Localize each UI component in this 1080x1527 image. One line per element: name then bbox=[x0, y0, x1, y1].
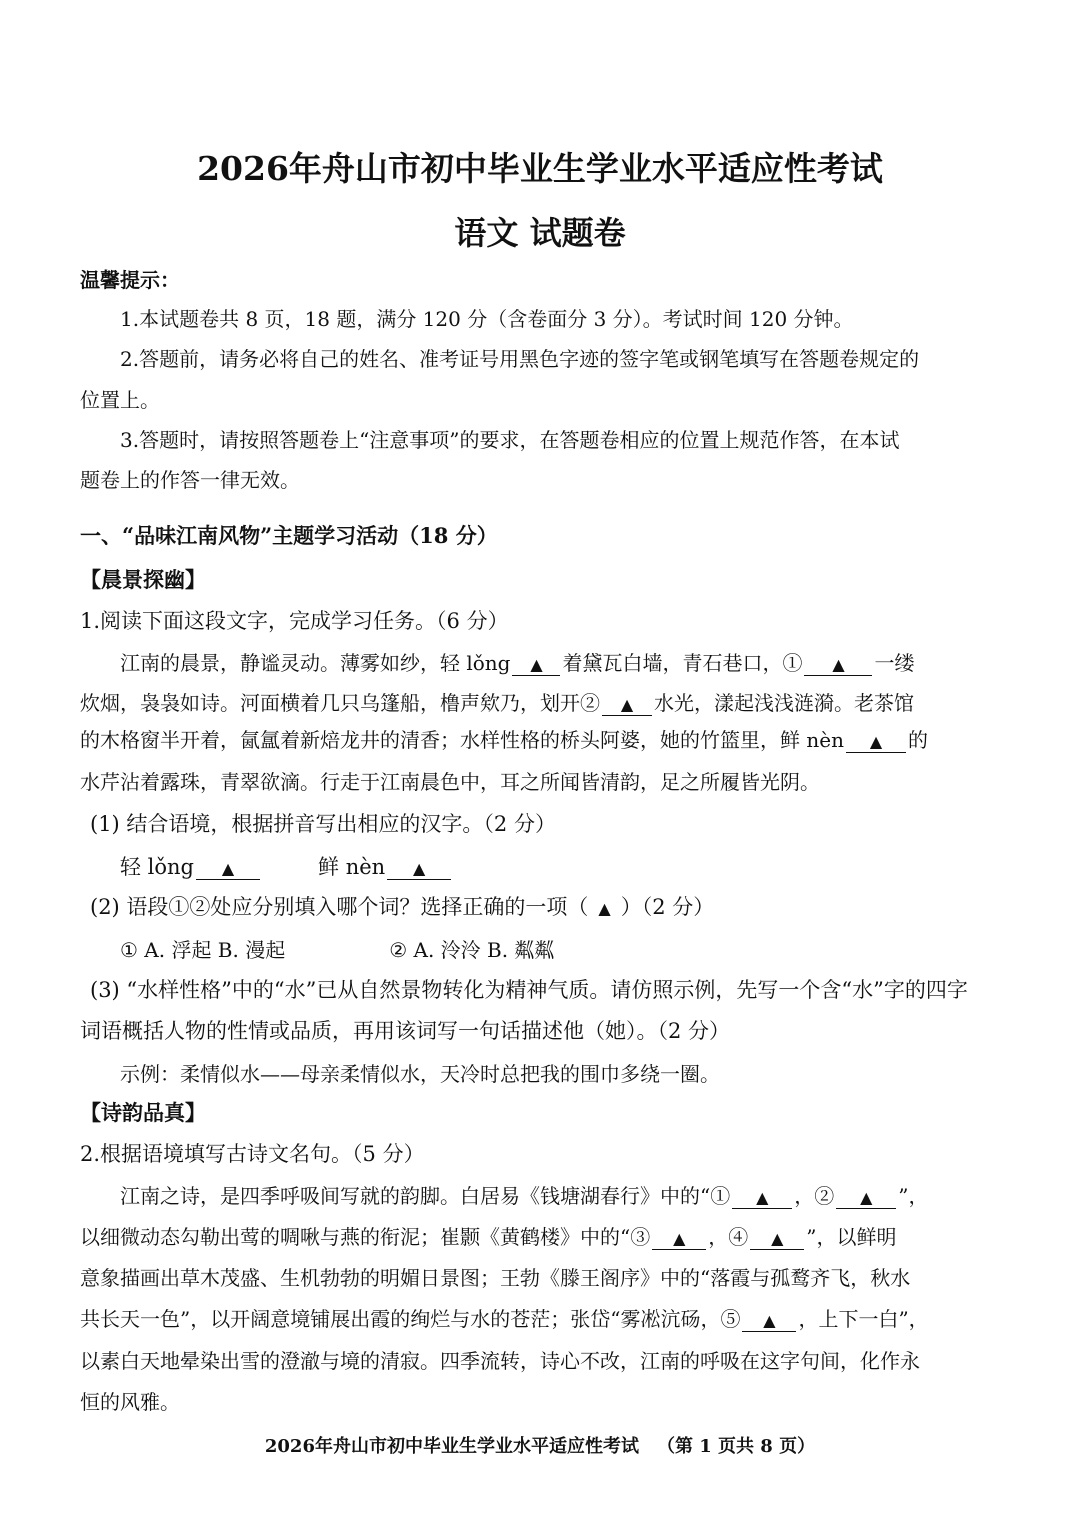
notice-item-3-line-2: 题卷上的作答一律无效。 bbox=[80, 468, 300, 492]
answer-blank-1 bbox=[732, 1184, 792, 1209]
q2-passage-text: ，④ bbox=[708, 1225, 749, 1249]
q2-passage-text: ，上下一白”， bbox=[798, 1307, 929, 1331]
q1-sub2-options bbox=[120, 934, 554, 963]
q1-sub1-stem: (1) 结合语境，根据拼音写出相应的汉字。（2 分） bbox=[90, 812, 556, 836]
answer-blank bbox=[387, 855, 451, 880]
q1-sub2-stem-text: (2) 语段①②处应分别填入哪个词？选择正确的一项（ bbox=[90, 895, 589, 919]
blank-triangle: ▲ bbox=[673, 1229, 686, 1248]
q2-passage-line-5: 以素白天地晕染出雪的澄澈与境的清寂。四季流转，诗心不改，江南的呼吸在这字句间，化作永 bbox=[80, 1349, 920, 1373]
notice-item-2-line-1: 2.答题前，请务必将自己的姓名、准考证号用黑色字迹的签字笔或钢笔填写在答题卷规定的 bbox=[120, 347, 920, 371]
q2-passage-text: ”， bbox=[898, 1184, 929, 1208]
option-group-1: ① A. 浮起 B. 漫起 bbox=[120, 938, 286, 962]
answer-blank-5 bbox=[742, 1307, 796, 1332]
answer-blank-4 bbox=[750, 1225, 804, 1250]
blank-triangle: ▲ bbox=[763, 1311, 776, 1330]
answer-blank-3 bbox=[652, 1225, 706, 1250]
q2-passage-line-2 bbox=[80, 1221, 896, 1250]
pinyin-long: 轻 lǒng bbox=[120, 855, 195, 879]
answer-blank-2 bbox=[836, 1184, 896, 1209]
q1-passage-text: 着黛瓦白墙，青石巷口，① bbox=[562, 651, 803, 675]
q1-passage-line-4: 水芹沾着露珠，青翠欲滴。行走于江南晨色中，耳之所闻皆清韵，足之所履皆光阴。 bbox=[80, 770, 820, 794]
q1-passage-text: 水光，漾起浅浅涟漪。老茶馆 bbox=[654, 691, 914, 715]
q1-passage-line-3 bbox=[80, 724, 928, 753]
q2-passage-text: 共长天一色”，以开阔意境铺展出霞的绚烂与水的苍茫；张岱“雾凇沆砀，⑤ bbox=[80, 1307, 741, 1331]
q2-passage-text: 江南之诗，是四季呼吸间写就的韵脚。白居易《钱塘湖春行》中的“① bbox=[120, 1184, 731, 1208]
q1-passage-line-2 bbox=[80, 687, 914, 716]
exam-subtitle: 语文 试题卷 bbox=[454, 214, 626, 252]
notice-item-3-line-1: 3.答题时，请按照答题卷上“注意事项”的要求，在答题卷相应的位置上规范作答，在本试 bbox=[120, 428, 900, 452]
q1-sub1-answers bbox=[120, 851, 453, 881]
section-1-title: 一、“品味江南风物”主题学习活动（18 分） bbox=[80, 523, 498, 548]
answer-blank-2 bbox=[602, 691, 652, 716]
q1-passage-text: 的木格窗半开着，氤氲着新焙龙井的清香；水样性格的桥头阿婆，她的竹篮里，鲜 nèn bbox=[80, 728, 844, 752]
q1-passage-text: 一缕 bbox=[874, 651, 915, 675]
page-number: （第 1 页共 8 页） bbox=[656, 1436, 816, 1457]
question-2-stem: 2.根据语境填写古诗文名句。（5 分） bbox=[80, 1142, 425, 1166]
notice-heading: 温馨提示： bbox=[80, 268, 180, 292]
q1-sub3-example: 示例：柔情似水——母亲柔情似水，天冷时总把我的围巾多绕一圈。 bbox=[120, 1062, 720, 1086]
q1-sub2-stem-text: ）（2 分） bbox=[620, 895, 715, 919]
blank-triangle: ▲ bbox=[756, 1188, 769, 1207]
exam-title: 2026年舟山市初中毕业生学业水平适应性考试 bbox=[197, 149, 883, 188]
part-2-heading: 【诗韵品真】 bbox=[80, 1100, 206, 1125]
q2-passage-line-3: 意象描画出草木茂盛、生机勃勃的明媚日景图；王勃《滕王阁序》中的“落霞与孤鹜齐飞，秋水 bbox=[80, 1266, 911, 1290]
blank-triangle: ▲ bbox=[860, 1188, 873, 1207]
blank-triangle: ▲ bbox=[530, 655, 543, 674]
q1-sub2-stem bbox=[90, 891, 714, 921]
notice-item-2-line-2: 位置上。 bbox=[80, 388, 160, 412]
pinyin-nen: 鲜 nèn bbox=[318, 855, 386, 879]
q2-passage-text: ”，以鲜明 bbox=[806, 1225, 897, 1249]
q1-sub3-line-2: 词语概括人物的性情或品质，再用该词写一句话描述他（她）。（2 分） bbox=[80, 1019, 731, 1043]
q1-passage-text: 的 bbox=[907, 728, 928, 752]
notice-item-1: 1.本试题卷共 8 页，18 题，满分 120 分（含卷面分 3 分）。考试时间 120 分钟。 bbox=[120, 307, 854, 331]
q2-passage-line-1 bbox=[120, 1180, 928, 1209]
answer-blank bbox=[196, 855, 260, 880]
blank-triangle: ▲ bbox=[771, 1229, 784, 1248]
q2-passage-line-6: 恒的风雅。 bbox=[80, 1390, 180, 1414]
option-group-2: ② A. 泠泠 B. 粼粼 bbox=[389, 938, 555, 962]
blank-triangle: ▲ bbox=[221, 859, 235, 878]
answer-blank bbox=[512, 651, 560, 676]
question-1-stem: 1.阅读下面这段文字，完成学习任务。（6 分） bbox=[80, 609, 509, 633]
page-footer bbox=[0, 1432, 1080, 1458]
q2-passage-text: 以细微动态勾勒出莺的啁啾与燕的衔泥；崔颢《黄鹤楼》中的“③ bbox=[80, 1225, 651, 1249]
footer-title: 2026年舟山市初中毕业生学业水平适应性考试 bbox=[264, 1436, 639, 1457]
blank-triangle: ▲ bbox=[869, 732, 883, 751]
q2-passage-line-4 bbox=[80, 1303, 929, 1332]
blank-triangle: ▲ bbox=[413, 859, 426, 878]
q1-passage-text: 江南的晨景，静谧灵动。薄雾如纱，轻 lǒng bbox=[120, 651, 511, 675]
answer-blank-1 bbox=[804, 651, 872, 676]
q1-passage-line-1 bbox=[120, 647, 914, 676]
part-1-heading: 【晨景探幽】 bbox=[80, 567, 206, 592]
answer-blank bbox=[846, 728, 906, 753]
q1-sub3-line-1: (3) “水样性格”中的“水”已从自然景物转化为精神气质。请仿照示例，先写一个含“水”字的四字 bbox=[90, 978, 968, 1002]
blank-triangle: ▲ bbox=[832, 655, 845, 674]
blank-triangle: ▲ bbox=[598, 899, 611, 918]
q1-passage-text: 炊烟，袅袅如诗。河面横着几只乌篷船，橹声欸乃，划开② bbox=[80, 691, 600, 715]
blank-triangle: ▲ bbox=[620, 695, 634, 714]
q2-passage-text: ，② bbox=[794, 1184, 835, 1208]
